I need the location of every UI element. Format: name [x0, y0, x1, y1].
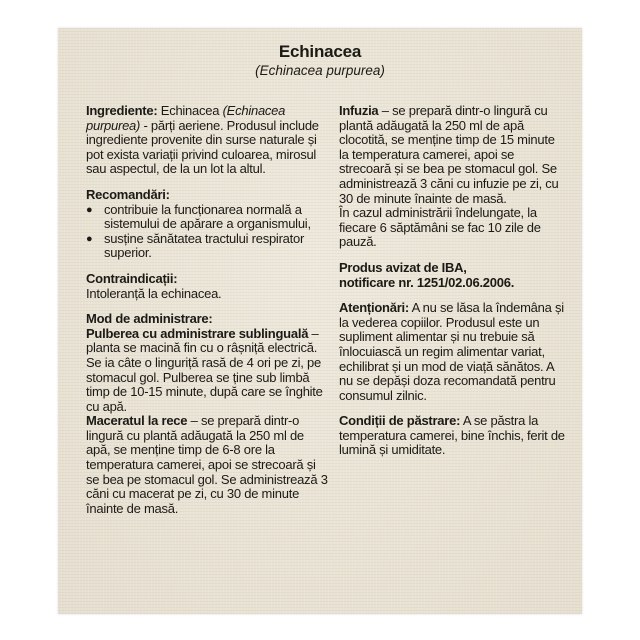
administration-label: Mod de administrare: — [86, 311, 213, 327]
ingredients-text-a: Echinacea — [157, 103, 223, 118]
maceration-label: Maceratul la rece — [86, 413, 188, 429]
contraindications-label: Contraindicații: — [86, 270, 178, 286]
storage-section — [339, 414, 565, 458]
infusion-text: – se prepară dintr-o lingură cu plantă adăugată la 250 ml de apă clocotită, se menține timp de 15 minute la temperatura camerei, apoi se strecoară și se bea pe stomacul gol. Se administrează 3 căni cu infuzie pe zi, cu 30 de minute înainte de masă. — [339, 103, 559, 206]
storage-text: A se păstra la temperatura camerei, bine închis, ferit de lumină și umiditate. — [339, 413, 565, 458]
long-term-text: În cazul administrării îndelungate, la fiecare 6 săptămâni se fac 10 zile de pauză. — [339, 205, 541, 250]
product-label-card — [58, 28, 582, 614]
powder-text: – planta se macină fin cu o râșniță electrică. Se ia câte o linguriță rasă de 4 ori pe zi, pe stomacul gol. Pulberea se ține sub limbă timp de 10-15 minute, după care se înghite cu apă. — [86, 325, 323, 414]
left-column — [86, 104, 330, 527]
storage-label: Condiții de păstrare: — [339, 413, 461, 429]
list-item — [86, 203, 330, 232]
administration-section — [86, 312, 330, 516]
approval-line-1: Produs avizat de IBA, — [339, 259, 467, 275]
contraindications-text: Intoleranță la echinacea. — [86, 285, 222, 301]
approval-notice — [339, 261, 565, 290]
recommendation-text: susține sănătatea tractului respirator superior. — [104, 230, 305, 261]
ingredients-section — [86, 104, 330, 177]
approval-line-2: notificare nr. 1251/02.06.2006. — [339, 274, 515, 290]
ingredients-text-b: - părți aeriene. Produsul include ingrediente provenite din surse naturale și pot exista variații privind culoarea, mirosul sau aspectul, de la un lot la altul. — [86, 117, 319, 177]
bullet-icon: ● — [86, 203, 93, 216]
warnings-section — [339, 301, 565, 403]
list-item — [86, 232, 330, 261]
ingredients-label: Ingrediente: — [86, 103, 158, 118]
recommendations-section — [86, 188, 330, 261]
infusion-label: Infuzia — [339, 103, 379, 118]
bullet-icon: ● — [86, 232, 93, 245]
powder-label: Pulberea cu administrare sublinguală — [86, 325, 309, 341]
warnings-text: A nu se lăsa la îndemâna și la vederea copiilor. Produsul este un supliment alimentar și nu trebuie să înlocuiască un regim alimentar variat, echilibrat și un mod de viață sănătos. A nu se depăși doza recomandată pentru consumul zilnic. — [339, 300, 564, 403]
product-title: Echinacea — [278, 42, 362, 61]
maceration-text: – se prepară dintr-o lingură cu plantă adăugată la 250 ml de apă, se menține timp de 6-8 ore la temperatura camerei, apoi se strecoară și se bea pe stomacul gol. Se administrează 3 căni cu macerat pe zi, cu 30 de minute înainte de masă. — [86, 413, 328, 516]
ingredients-latin: (Echinacea purpurea) — [86, 103, 286, 133]
product-latin-name: (Echinacea purpurea) — [255, 63, 385, 78]
right-column — [339, 104, 565, 469]
contraindications-section — [86, 272, 330, 301]
recommendations-label: Recomandări: — [86, 186, 170, 202]
infusion-section — [339, 104, 565, 250]
warnings-label: Atenționări: — [339, 300, 409, 316]
recommendation-text: contribuie la funcționarea normală a sistemului de apărare a organismului, — [104, 201, 311, 232]
